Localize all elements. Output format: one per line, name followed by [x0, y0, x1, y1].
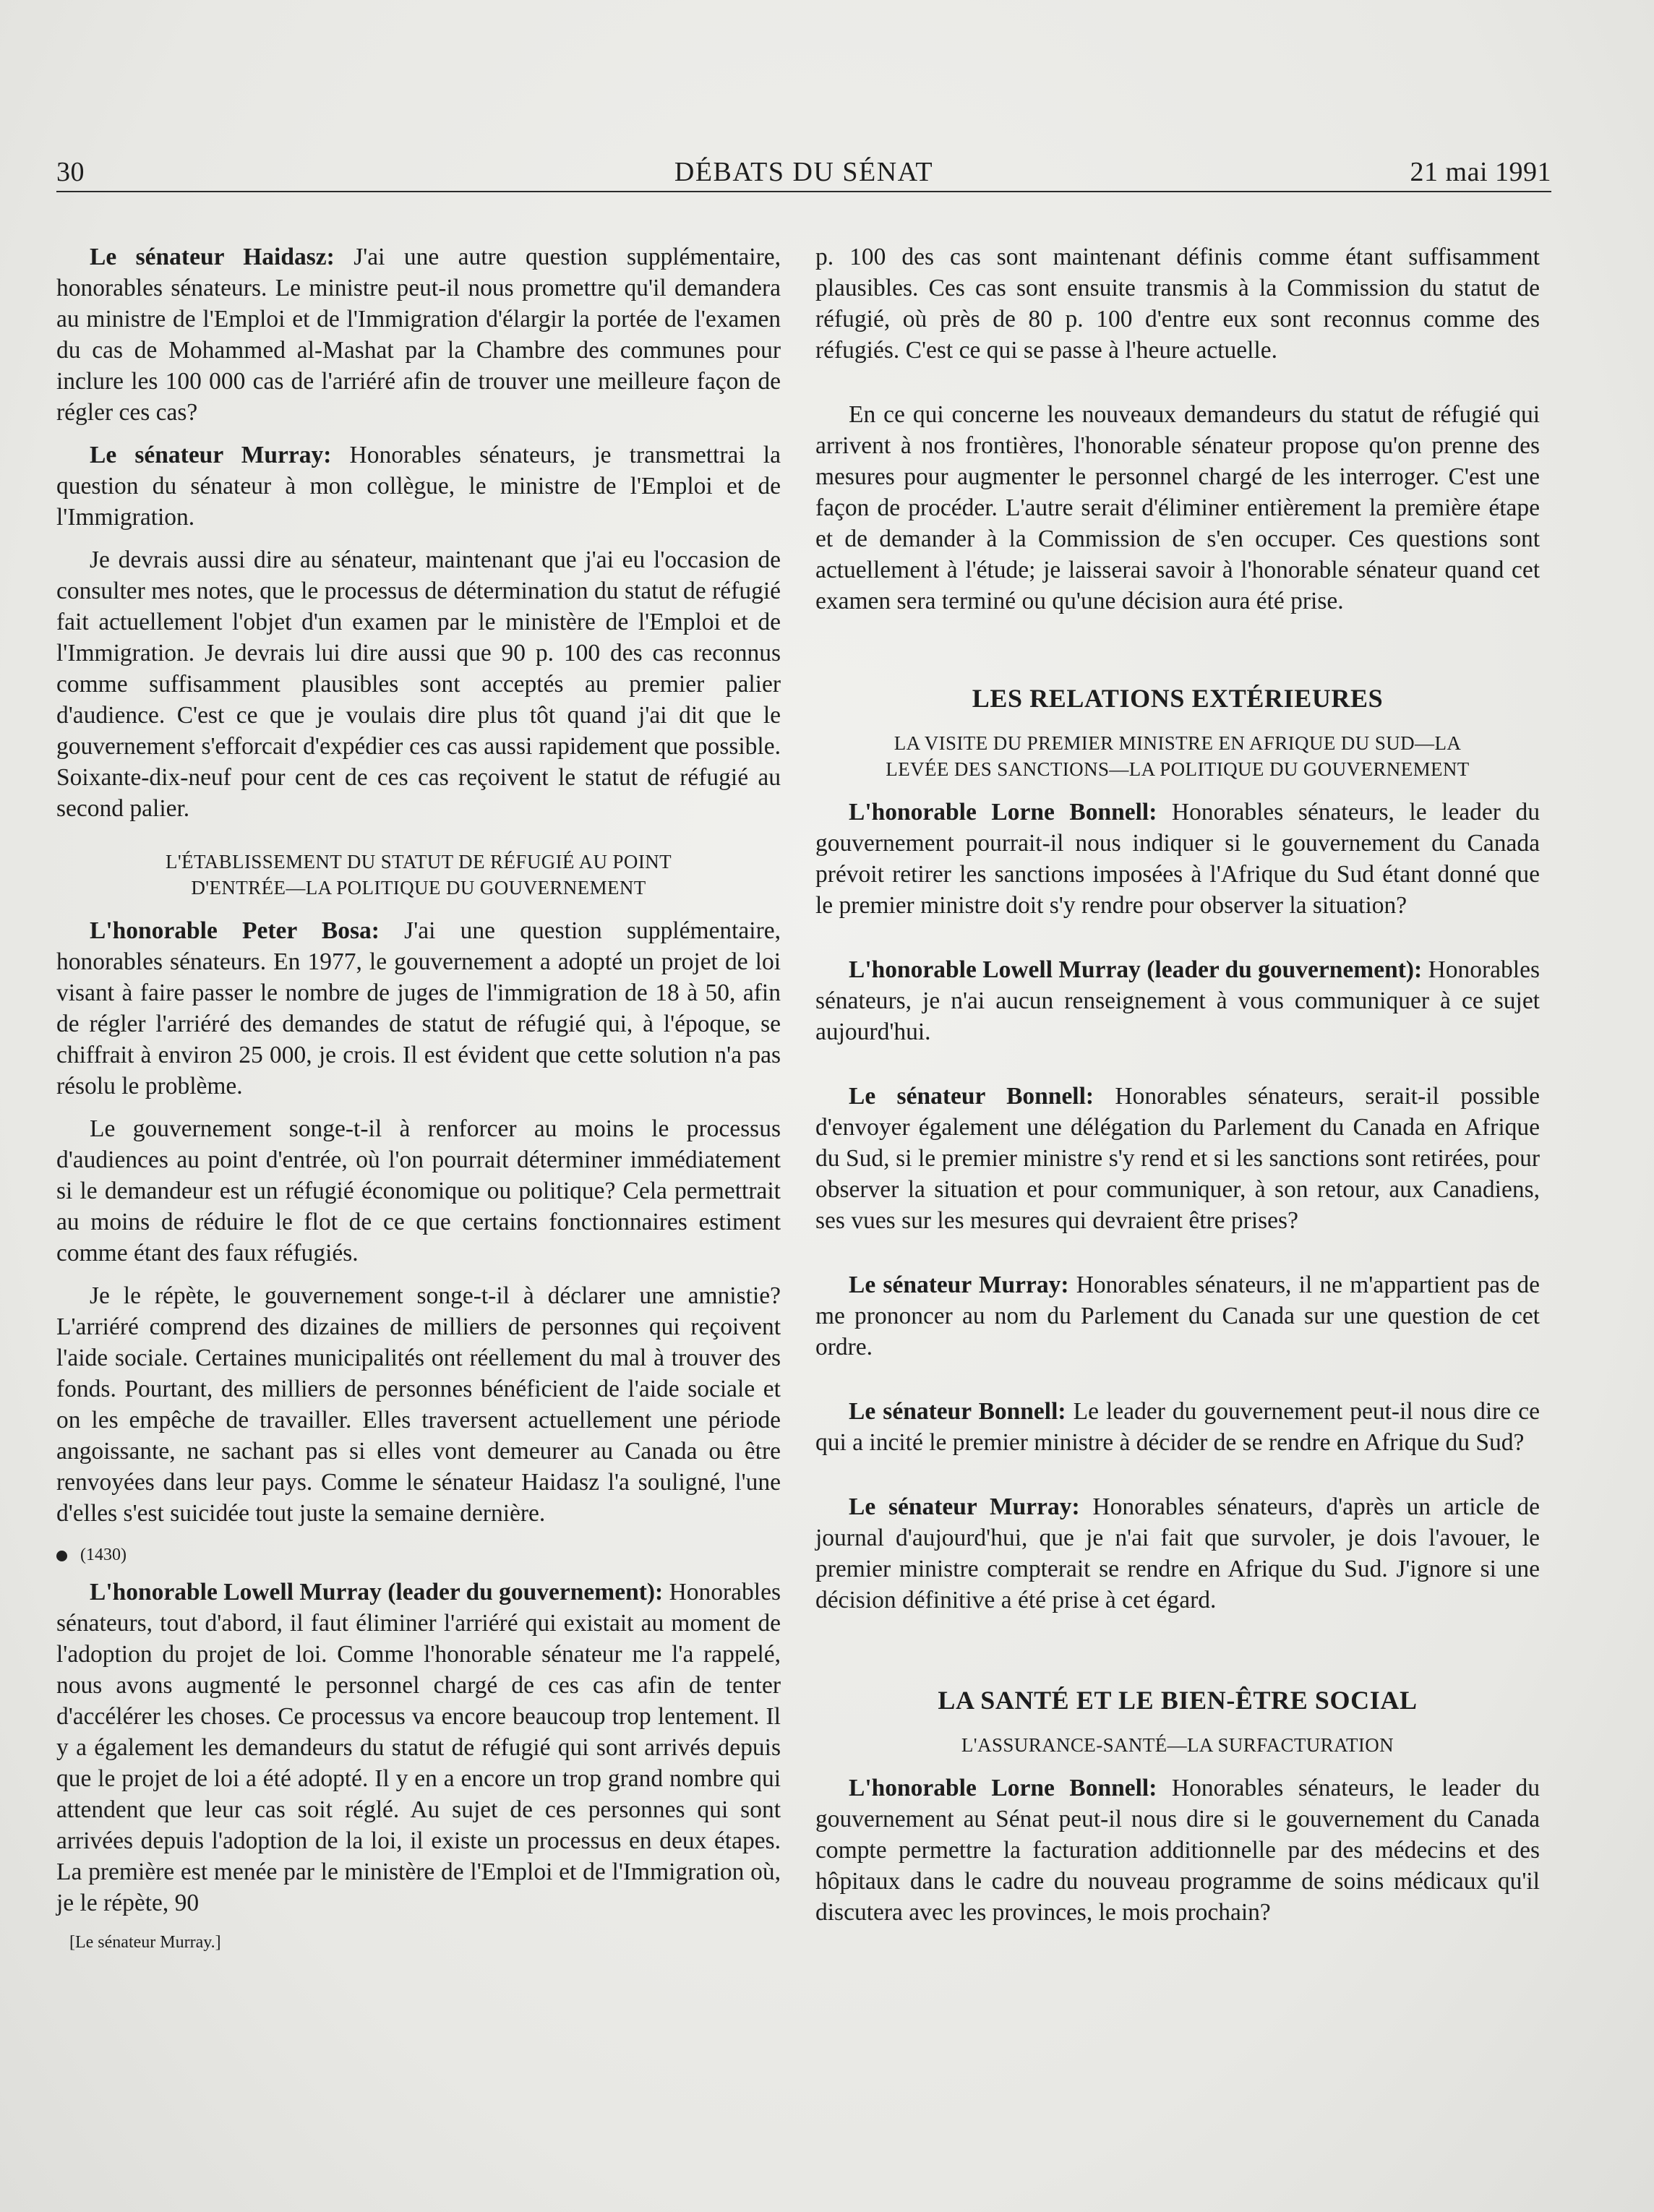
paragraph: Le sénateur Murray: Honorables sénateurs, je transmettrai la question du sénateur à mon collègue, le ministre de l'Emploi et de l'Immigration.: [56, 442, 781, 531]
page-header: [56, 153, 1551, 192]
timestamp: (1430): [56, 1540, 781, 1569]
section-heading: LES RELATIONS EXTÉRIEURES: [972, 684, 1384, 713]
speaker-name: L'honorable Lorne Bonnell:: [849, 799, 1157, 826]
speaker-name: Le sénateur Haidasz:: [90, 244, 335, 270]
paragraph: Le sénateur Bonnell: Le leader du gouvernement peut-il nous dire ce qui a incité le premier ministre à décider de se rendre en Afrique du Sud?: [815, 1398, 1540, 1456]
page-number: 30: [56, 157, 85, 187]
speaker-name: L'honorable Lowell Murray (leader du gouvernement):: [90, 1579, 664, 1606]
section-heading: LA SANTÉ ET LE BIEN-ÊTRE SOCIAL: [938, 1686, 1418, 1715]
subheading: L'ASSURANCE-SANTÉ—LA SURFACTURATION: [961, 1734, 1394, 1756]
paragraph: Je devrais aussi dire au sénateur, maintenant que j'ai eu l'occasion de consulter mes notes, que le processus de détermination du statut de réfugié fait actuellement l'objet d'un examen par le ministère de l'Emploi et de l'Immigration. Je devrais lui dire aussi que 90 p. 100 des cas reconnus comme suffisamment plausibles sont acceptés au premier palier d'audience. C'est ce que je voulais dire plus tôt quand j'ai dit que le gouvernement s'efforcait d'expédier ces cas aussi rapidement que possible. Soixante-dix-neuf pour cent de ces cas reçoivent le statut de réfugié au second palier.: [56, 546, 781, 822]
paragraph: Le sénateur Haidasz: J'ai une autre question supplémentaire, honorables sénateurs. Le ministre peut-il nous promettre qu'il demandera au ministre de l'Emploi et de l'Immigration d'élargir la portée de l'examen du cas de Mohammed al-Mashat par la Chambre des communes pour inclure les 100 000 cas de l'arriéré afin de trouver une meilleure façon de régler ces cas?: [56, 244, 781, 426]
subheading: LA VISITE DU PREMIER MINISTRE EN AFRIQUE DU SUD—LA LEVÉE DES SANCTIONS—LA POLITIQUE DU GOUVERNEMENT: [886, 732, 1470, 780]
footnote: [Le sénateur Murray.]: [69, 1933, 221, 1952]
publication-title: DÉBATS DU SÉNAT: [674, 157, 934, 187]
paragraph: Le gouvernement songe-t-il à renforcer au moins le processus d'audiences au point d'entrée, où l'on pourrait déterminer immédiatement si le demandeur est un réfugié économique ou politique? Cela permettrait au moins de réduire le flot de ce que certains fonctionnaires estiment comme étant des faux réfugiés.: [56, 1115, 781, 1266]
paragraph: p. 100 des cas sont maintenant définis comme étant suffisamment plausibles. Ces cas sont ensuite transmis à la Commission du statut de réfugié, où près de 80 p. 100 d'entre eux sont reconnus comme des réfugiés. C'est ce qui se passe à l'heure actuelle.: [815, 244, 1540, 364]
paragraph: L'honorable Lowell Murray (leader du gouvernement): Honorables sénateurs, je n'ai aucun renseignement à vous communiquer à ce sujet aujourd'hui.: [815, 956, 1540, 1045]
right-column: [815, 241, 1540, 1939]
speaker-name: L'honorable Lowell Murray (leader du gouvernement):: [849, 956, 1423, 983]
publication-date: 21 mai 1991: [1410, 157, 1551, 187]
speaker-name: Le sénateur Bonnell:: [849, 1083, 1094, 1110]
subheading: L'ÉTABLISSEMENT DU STATUT DE RÉFUGIÉ AU POINT D'ENTRÉE—LA POLITIQUE DU GOUVERNEMENT: [165, 851, 672, 899]
bullet-icon: [56, 1551, 67, 1561]
speaker-name: L'honorable Peter Bosa:: [90, 917, 380, 944]
paragraph: Le sénateur Murray: Honorables sénateurs, il ne m'appartient pas de me prononcer au nom du Parlement du Canada sur une question de cet ordre.: [815, 1272, 1540, 1360]
speaker-name: L'honorable Lorne Bonnell:: [849, 1775, 1157, 1801]
speaker-name: Le sénateur Murray:: [849, 1493, 1080, 1520]
paragraph: En ce qui concerne les nouveaux demandeurs du statut de réfugié qui arrivent à nos frontières, l'honorable sénateur propose qu'on prenne des mesures pour augmenter le personnel chargé de les interroger. C'est une façon de procéder. L'autre serait d'éliminer entièrement la première étape et de demander à la Commission de s'en occuper. Ces questions sont actuellement à l'étude; je laisserai savoir à l'honorable sénateur quand cet examen sera terminé ou qu'une décision aura été prise.: [815, 401, 1540, 614]
paragraph: L'honorable Lowell Murray (leader du gouvernement): Honorables sénateurs, tout d'abord, il faut éliminer l'arriéré qui existait au moment de l'adoption du projet de loi. Comme l'honorable sénateur me l'a rappelé, nous avons augmenté le personnel chargé de ces cas afin de tenter d'accélérer les choses. Ce processus va encore beaucoup trop lentement. Il y a également les demandeurs du statut de réfugié qui sont arrivés depuis que le projet de loi a été adopté. Il y en a encore un trop grand nombre qui attendent que leur cas soit réglé. Au sujet de ces personnes qui sont arrivées depuis l'adoption de la loi, il existe un processus en deux étapes. La première est menée par le ministère de l'Emploi et de l'Immigration où, je le répète, 90: [56, 1579, 781, 1916]
speaker-name: Le sénateur Murray:: [849, 1272, 1069, 1298]
paragraph: Je le répète, le gouvernement songe-t-il à déclarer une amnistie? L'arriéré comprend des dizaines de milliers de personnes qui reçoivent l'aide sociale. Certaines municipalités ont réellement du mal à trouver des fonds. Pourtant, des milliers de personnes bénéficient de l'aide sociale et on les empêche de travailler. Elles traversent actuellement une période angoissante, ne sachant pas si elles vont demeurer au Canada ou être renvoyées dans leur pays. Comme le sénateur Haidasz l'a souligné, l'une d'elles s'est suicidée tout juste la semaine dernière.: [56, 1282, 781, 1527]
speaker-name: Le sénateur Bonnell:: [849, 1398, 1066, 1425]
paragraph: Le sénateur Bonnell: Honorables sénateurs, serait-il possible d'envoyer également une délégation du Parlement du Canada en Afrique du Sud, si le premier ministre s'y rend et si les sanctions sont retirées, pour observer la situation et pour communiquer, à son retour, aux Canadiens, ses vues sur les mesures qui devraient être prises?: [815, 1083, 1540, 1234]
speaker-name: Le sénateur Murray:: [90, 442, 332, 468]
paragraph: L'honorable Peter Bosa: J'ai une question supplémentaire, honorables sénateurs. En 1977, le gouvernement a adopté un projet de loi visant à faire passer le nombre de juges de l'immigration de 18 à 50, afin de régler l'arriéré des demandes de statut de réfugié qui, à l'époque, se chiffrait à environ 25 000, je crois. Il est évident que cette solution n'a pas résolu le problème.: [56, 917, 781, 1099]
left-column: [56, 241, 781, 1955]
paragraph: L'honorable Lorne Bonnell: Honorables sénateurs, le leader du gouvernement au Sénat peut-il nous dire si le gouvernement du Canada compte permettre la facturation additionnelle par des médecins et des hôpitaux dans le cadre du nouveau programme de soins médicaux qu'il discutera avec les provinces, le mois prochain?: [815, 1775, 1540, 1926]
paragraph: Le sénateur Murray: Honorables sénateurs, d'après un article de journal d'aujourd'hui, que je n'ai fait que survoler, je dois l'avouer, le premier ministre compterait se rendre en Afrique du Sud. J'ignore si une décision définitive a été prise à cet égard.: [815, 1493, 1540, 1613]
paragraph: L'honorable Lorne Bonnell: Honorables sénateurs, le leader du gouvernement pourrait-il nous indiquer si le gouvernement du Canada prévoit retirer les sanctions imposées à l'Afrique du Sud étant donné que le premier ministre doit s'y rendre pour observer la situation?: [815, 799, 1540, 919]
